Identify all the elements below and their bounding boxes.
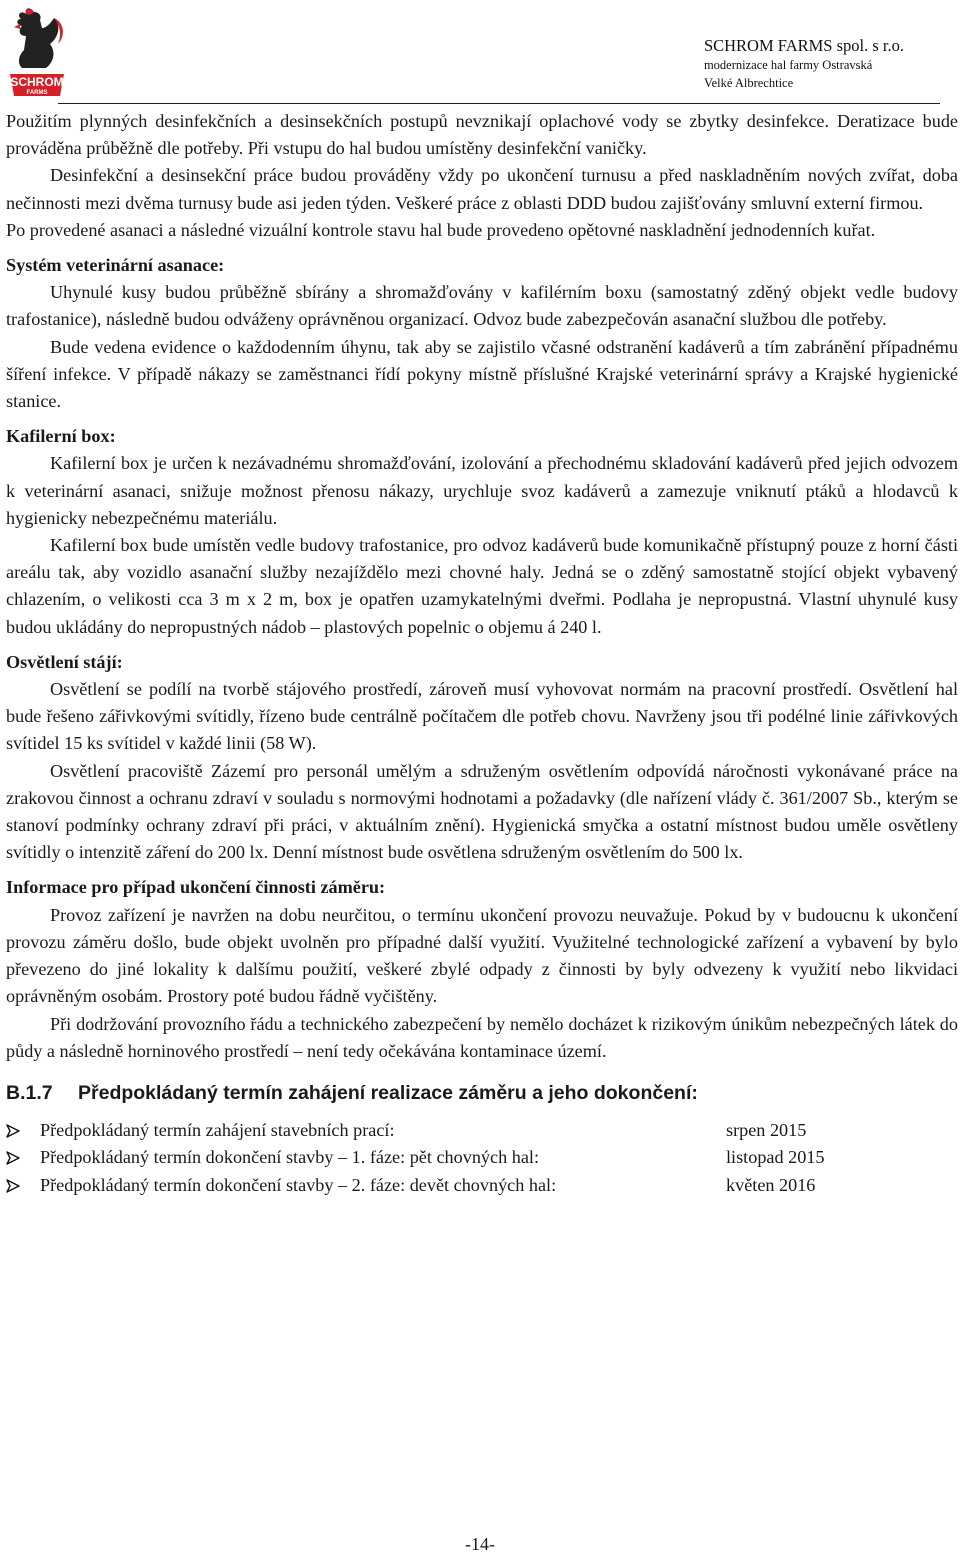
kafilerni-paragraph-2: Kafilerní box bude umístěn vedle budovy trafostanice, pro odvoz kadáverů bude komunikačně přístupný pouze z horní části areálu tak, aby vozidlo asanační služby nezajíždělo mezi chovné haly. Jedná se o zděný samostatně stojící objekt vybavený chlazením, o velikosti cca 3 m x 2 m, box je opatřen uzamykatelnými dveřmi. Podlaha je nepropustná. Vlastní uhynulé kusy budou ukládány do nepropustných nádob – plastových popelnic o objemu á 240 l. — [6, 535, 958, 637]
arrow-bullet-icon — [6, 1124, 20, 1138]
section-title: Předpokládaný termín zahájení realizace záměru a jeho dokončení: — [78, 1081, 698, 1104]
schedule-label: Předpokládaný termín dokončení stavby – 1. fáze: pět chovných hal: — [40, 1147, 540, 1168]
ukonceni-paragraph-2: Při dodržování provozního řádu a technického zabezpečení by nemělo docházet k rizikovým únikům nebezpečných látek do půdy a následně horninového prostředí – není tedy očekávána kontaminace území. — [6, 1013, 958, 1061]
company-block — [704, 36, 904, 92]
logo-subtext: FARMS — [26, 90, 48, 96]
schedule-label: Předpokládaný termín dokončení stavby – 2. fáze: devět chovných hal: — [40, 1174, 557, 1195]
page-number: -14- — [465, 1534, 495, 1554]
intro-paragraph-2: Desinfekční a desinsekční práce budou prováděny vždy po ukončení turnusu a před naskladněním nových zvířat, doba nečinnosti mezi dvěma turnusy bude asi jeden týden. Veškeré práce z oblasti DDD budou zajišťovány smluvní externí firmou. — [6, 165, 958, 213]
document-body — [6, 108, 958, 1199]
intro-paragraph-3: Po provedené asanaci a následné vizuální kontrole stavu hal bude provedeno opětovné naskladnění jednodenních kuřat. — [6, 219, 876, 240]
asanace-paragraph-2: Bude vedena evidence o každodenním úhynu, tak aby se zajistilo včasné odstranění kadáverů a tím zabránění případnému šíření infekce. V případě nákazy se zaměstnanci řídí pokyny místně příslušné Krajské veterinární správy a Krajské hygienické stanice. — [6, 336, 958, 412]
schedule-value: srpen 2015 — [726, 1119, 807, 1140]
schedule-list — [6, 1117, 958, 1199]
kafilerni-paragraph-1: Kafilerní box je určen k nezávadnému shromažďování, izolování a přechodnému skladování kadáverů před jejich odvozem k veterinární asanaci, snižuje možnost přenosu nákazy, urychluje svoz kadáverů a zamezuje vniknutí ptáků a hlodavců k hygienicky nebezpečnému materiálu. — [6, 453, 958, 528]
kafilerni-heading: Kafilerní box: — [6, 426, 116, 447]
list-item — [6, 1117, 958, 1144]
list-item — [6, 1144, 958, 1171]
asanace-paragraph-1: Uhynulé kusy budou průběžně sbírány a shromažďovány v kafilérním boxu (samostatný zděný objekt vedle budovy trafostanice), následně budou odváženy oprávněnou organizací. Odvoz bude zabezpečován asanační službou dle potřeby. — [6, 282, 958, 330]
asanace-heading: Systém veterinární asanace: — [6, 255, 225, 276]
logo-text: SCHROM — [10, 75, 64, 89]
project-location: Velké Albrechtice — [703, 76, 794, 90]
arrow-bullet-icon — [6, 1179, 20, 1193]
list-item — [6, 1172, 958, 1199]
schedule-label: Předpokládaný termín zahájení stavebních prací: — [40, 1119, 395, 1140]
schedule-value: listopad 2015 — [726, 1147, 825, 1168]
ukonceni-paragraph-1: Provoz zařízení je navržen na dobu neurčitou, o termínu ukončení provozu neuvažuje. Pokud by v budoucnu k ukončení provozu záměru došlo, bude objekt uvolněn pro případné další využití. Využitelné technologické zařízení a vybavení by bylo převezeno do jiné lokality k dalšímu použití, veškeré zbylé odpady z činnosti by byly odvezeny k využití nebo likvidaci oprávněným osobám. Prostory poté budou řádně vyčištěny. — [6, 904, 958, 1007]
arrow-bullet-icon — [6, 1151, 20, 1165]
company-name: SCHROM FARMS spol. s r.o. — [703, 36, 904, 55]
osvetleni-paragraph-1: Osvětlení se podílí na tvorbě stájového prostředí, zároveň musí vyhovovat normám na pracovní prostředí. Osvětlení hal bude řešeno zářivkovými svítidly, řízeno bude centrálně počítačem dle potřeb chovu. Navrženy jsou tři podélné linie zářivkových svítidel 15 ks svítidel v každé linii (58 W). — [6, 679, 958, 754]
header-rule — [58, 103, 940, 104]
page-header — [0, 0, 960, 108]
section-heading — [6, 1079, 958, 1107]
section-number: B.1.7 — [6, 1081, 53, 1104]
osvetleni-heading: Osvětlení stájí: — [6, 651, 123, 672]
osvetleni-paragraph-2: Osvětlení pracoviště Zázemí pro personál umělým a sdruženým osvětlením odpovídá náročnosti vykonávané práce na zrakovou činnost a ochranu zdraví v souladu s normovými hodnotami a požadavky (dle nařízení vlády č. 361/2007 Sb., kterým se stanoví podmínky ochrany zdraví při práci, v aktuálním znění). Hygienická smyčka a ostatní místnost budou uměle osvětleny svítidly o intenzitě záření do 200 lx. Denní místnost bude osvětlena sdruženým osvětlením do 500 lx. — [6, 760, 958, 863]
rooster-logo-icon — [4, 4, 70, 104]
ukonceni-heading: Informace pro případ ukončení činnosti záměru: — [6, 877, 386, 898]
schedule-value: květen 2016 — [726, 1174, 816, 1195]
project-name: modernizace hal farmy Ostravská — [703, 58, 873, 72]
intro-paragraph-1: Použitím plynných desinfekčních a desinsekčních postupů nevznikají oplachové vody se zbytky desinfekce. Deratizace bude prováděna průběžně dle potřeby. Při vstupu do hal budou umístěny desinfekční vaničky. — [6, 111, 958, 159]
